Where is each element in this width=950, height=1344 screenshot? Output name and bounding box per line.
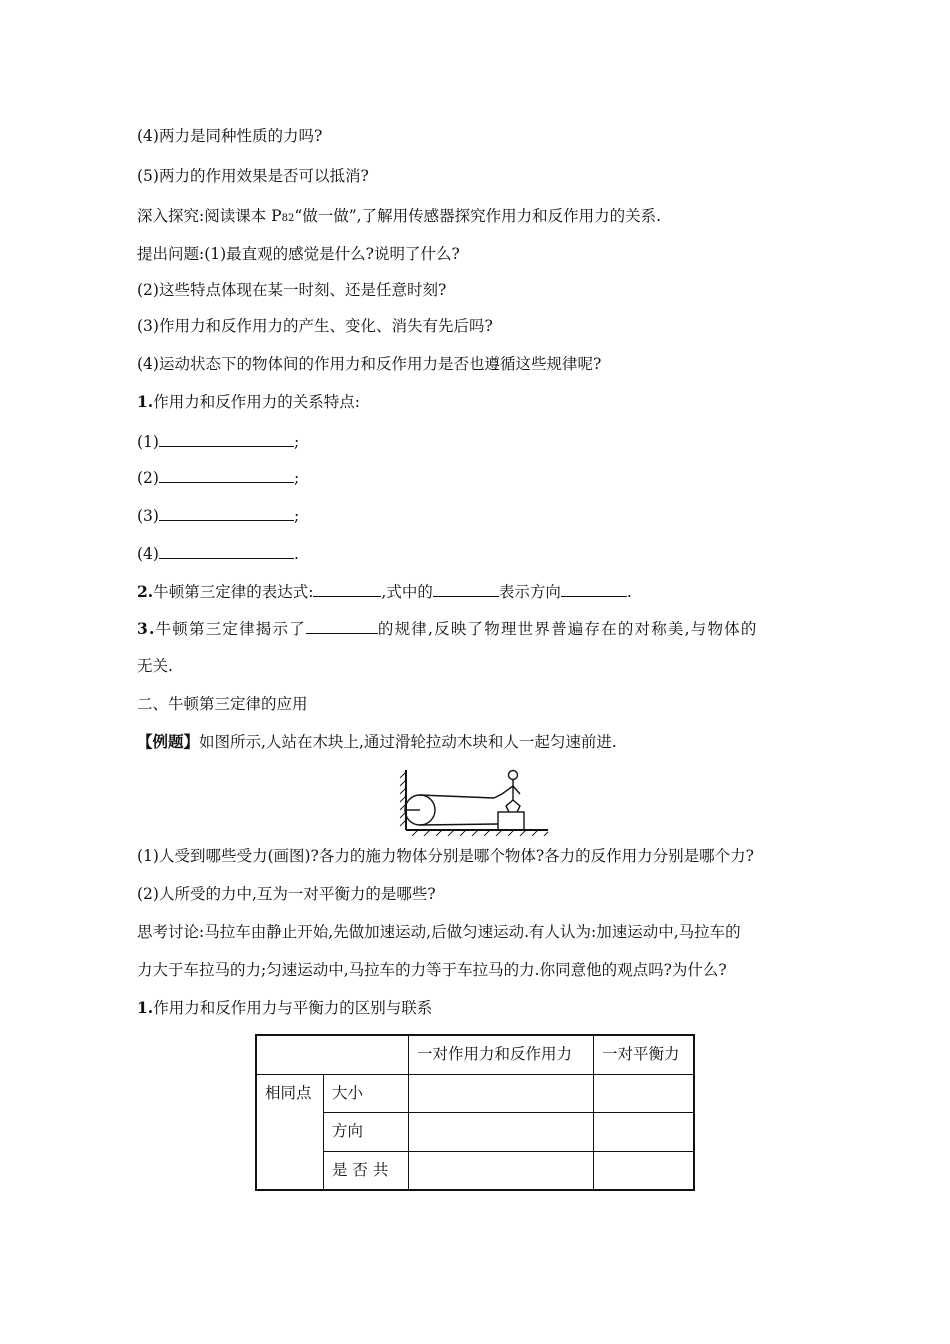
person-leg-2 <box>513 800 520 812</box>
fill-end-4: . <box>293 545 299 563</box>
fill-line-3 <box>137 504 299 526</box>
pose-question-2: (2)这些特点体现在某一时刻、还是任意时刻? <box>137 281 447 299</box>
wood-block <box>498 812 524 830</box>
table-header-row <box>256 1035 694 1074</box>
fill-label-4: (4) <box>137 545 159 563</box>
blank-2 <box>159 466 294 483</box>
fill-end-2: ; <box>293 469 300 487</box>
discussion: 思考讨论:马拉车由静止开始,先做加速运动,后做匀速运动.有人认为:加速运动中,马拉车的 <box>137 923 741 941</box>
table-row-label: 是 否 共 <box>324 1151 409 1190</box>
table-cell <box>409 1112 594 1151</box>
example-text: 如图所示,人站在木块上,通过滑轮拉动木块和人一起匀速前进. <box>199 733 617 751</box>
person-head <box>509 771 518 780</box>
person-arm <box>494 786 513 798</box>
law3-text-b: 的规律,反映了物理世界普遍存在的对称美,与物体的 <box>377 620 758 638</box>
table-col-balance: 一对平衡力 <box>594 1035 695 1074</box>
pose-question-4: (4)运动状态下的物体间的作用力和反作用力是否也遵循这些规律呢? <box>137 355 602 373</box>
table-cell <box>594 1074 695 1112</box>
section-heading: 二、牛顿第三定律的应用 <box>137 695 308 713</box>
pose-question: 提出问题:(1)最直观的感觉是什么?说明了什么? <box>137 245 460 263</box>
law2-text-a: 牛顿第三定律的表达式: <box>153 583 314 601</box>
comparison-text: 作用力和反作用力与平衡力的区别与联系 <box>153 999 433 1017</box>
law2-end: . <box>626 583 632 601</box>
relation-text: 作用力和反作用力的关系特点: <box>153 393 360 411</box>
relation-heading <box>137 392 360 412</box>
law-expression <box>137 580 632 602</box>
law-reveal-2: 无关. <box>137 657 173 675</box>
fill-label-1: (1) <box>137 433 159 451</box>
table-cell <box>594 1112 695 1151</box>
law2-text-c: 表示方向 <box>498 583 561 601</box>
fill-line-2 <box>137 466 299 488</box>
example-question-1: (1)人受到哪些受力(画图)?各力的施力物体分别是哪个物体?各力的反作用力分别是哪个力? <box>137 847 754 865</box>
table-row-label: 大小 <box>324 1074 409 1112</box>
rope-lower <box>420 824 498 825</box>
blank-4 <box>159 542 294 559</box>
table-row <box>256 1074 694 1112</box>
deep-explore-text-2: “做一做”,了解用传感器探究作用力和反作用力的关系. <box>294 207 662 225</box>
question-4: (4)两力是同种性质的力吗? <box>137 127 323 145</box>
law2-number: 2. <box>137 582 154 601</box>
fill-label-2: (2) <box>137 469 159 487</box>
law-reveal <box>137 617 758 639</box>
relation-number: 1. <box>137 392 154 411</box>
law3-text-a: 牛顿第三定律揭示了 <box>155 620 306 638</box>
deep-explore <box>137 206 661 229</box>
page-subscript: 82 <box>281 213 295 224</box>
table-cell <box>594 1151 695 1190</box>
table-cell <box>409 1151 594 1190</box>
discussion-2: 力大于车拉马的力;匀速运动中,马拉车的力等于车拉马的力.你同意他的观点吗?为什么? <box>137 961 727 979</box>
person-arm-2 <box>513 786 520 794</box>
pose-question-3: (3)作用力和反作用力的产生、变化、消失有先后吗? <box>137 317 493 335</box>
fill-end-1: ; <box>293 433 300 451</box>
law2-blank-2 <box>433 580 499 597</box>
table-row-label: 方向 <box>324 1112 409 1151</box>
fill-line-4 <box>137 542 299 564</box>
fill-end-3: ; <box>293 507 300 525</box>
comparison-number: 1. <box>137 998 154 1017</box>
deep-explore-text: 深入探究:阅读课本 P <box>137 207 282 225</box>
pulley-figure <box>398 768 550 836</box>
person-leg <box>506 800 513 812</box>
question-5: (5)两力的作用效果是否可以抵消? <box>137 167 369 185</box>
fill-line-1 <box>137 430 299 452</box>
comparison-heading <box>137 998 432 1018</box>
blank-3 <box>159 504 294 521</box>
table-cell <box>409 1074 594 1112</box>
example-tag: 【例题】 <box>137 732 200 751</box>
law2-text-b: ,式中的 <box>381 583 433 601</box>
law2-blank-1 <box>313 580 381 597</box>
rope-upper <box>420 795 494 798</box>
fill-label-3: (3) <box>137 507 159 525</box>
example <box>137 732 617 752</box>
example-question-2: (2)人所受的力中,互为一对平衡力的是哪些? <box>137 885 436 903</box>
law3-number: 3. <box>137 619 156 638</box>
blank-1 <box>159 430 294 447</box>
table-corner <box>256 1035 409 1074</box>
table-col-action-reaction: 一对作用力和反作用力 <box>409 1035 594 1074</box>
law3-blank <box>306 617 378 634</box>
comparison-table <box>255 1034 695 1191</box>
table-group-same: 相同点 <box>256 1074 324 1190</box>
law2-blank-3 <box>561 580 627 597</box>
